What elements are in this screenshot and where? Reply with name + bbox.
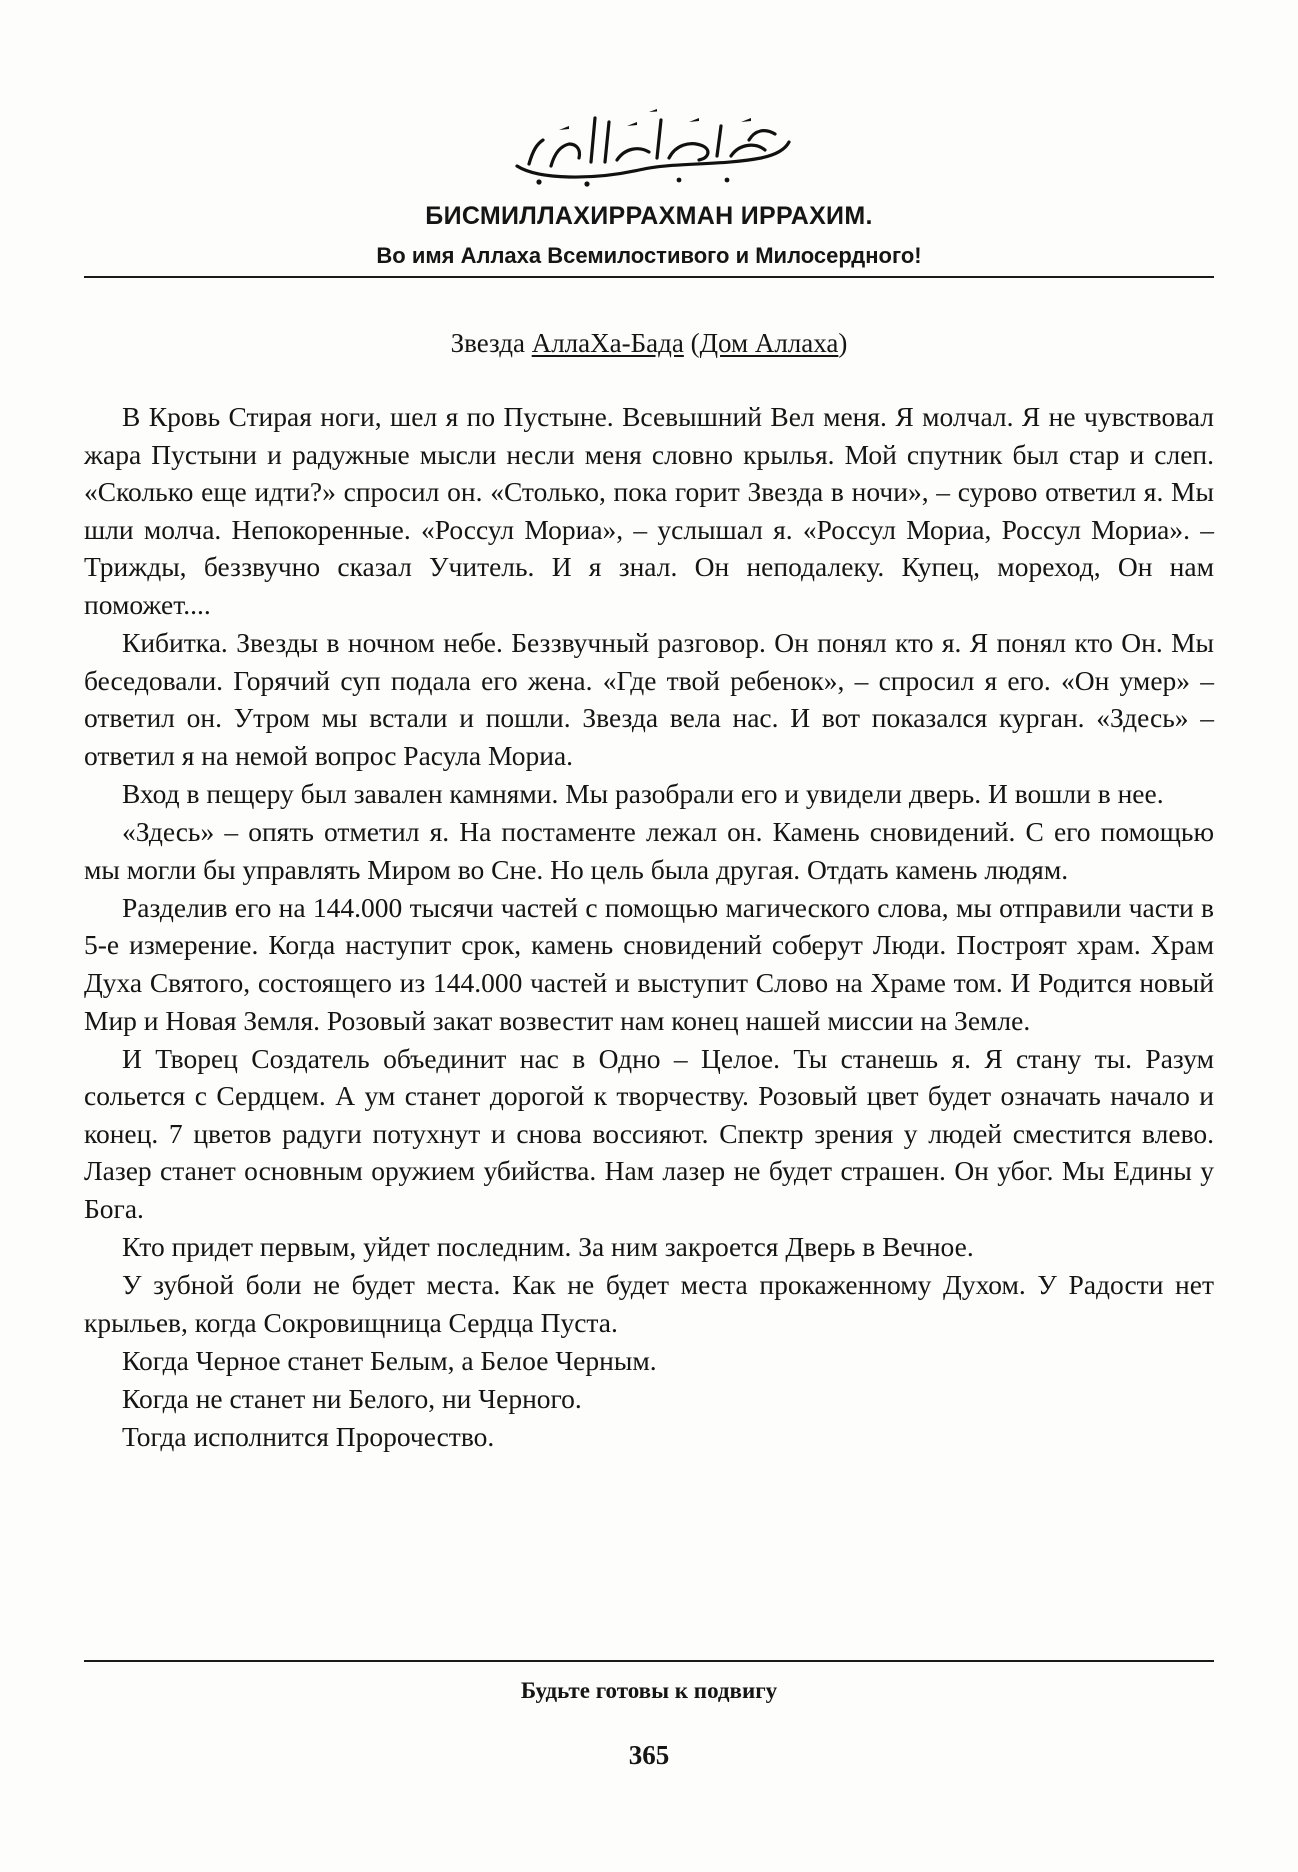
paragraph: Когда не станет ни Белого, ни Черного. bbox=[122, 1382, 582, 1414]
footer-rule bbox=[84, 1660, 1214, 1662]
header-rule bbox=[84, 276, 1214, 278]
running-footer-title: Будьте готовы к подвигу bbox=[520, 1678, 778, 1703]
paragraph: Тогда исполнится Пророчество. bbox=[122, 1421, 495, 1453]
page-header bbox=[84, 100, 1214, 270]
page-number: 365 bbox=[628, 1740, 670, 1770]
paragraph: Кто придет первым, уйдет последним. За ним закроется Дверь в Вечное. bbox=[122, 1231, 974, 1263]
header-title: БИСМИЛЛАХИРРАХМАН ИРРАХИМ. bbox=[425, 202, 873, 230]
article-title-paren-open: ( bbox=[683, 328, 700, 358]
paragraph: У зубной боли не будет места. Как не будет места прокаженному Духом. У Радости нет крыльев, когда Сокровищница Сердца Пуста. bbox=[84, 1269, 1214, 1338]
article-body bbox=[84, 398, 1214, 1456]
bismillah-calligraphy bbox=[499, 100, 799, 190]
article-title-prefix: Звезда bbox=[450, 328, 532, 358]
paragraph: И Творец Создатель объединит нас в Одно – Целое. Ты станешь я. Я стану ты. Разум сольется с Сердцем. А ум станет дорогой к творчеству. Розовый цвет будет означать начало и конец. 7 цветов радуги потухнут и снова воссияют. Спектр зрения у людей сместится влево. Лазер станет основным оружием убийства. Нам лазер не будет страшен. Он убог. Мы Едины у Бога. bbox=[84, 1042, 1214, 1224]
paragraph: Кибитка. Звезды в ночном небе. Беззвучный разговор. Он понял кто я. Я понял кто Он. Мы беседовали. Горячий суп подала его жена. «Где твой ребенок», – спросил я его. «Он умер» – ответил он. Утром мы встали и пошли. Звезда вела нас. И вот показался курган. «Здесь» – ответил я на немой вопрос Расула Мориа. bbox=[84, 627, 1214, 771]
paragraph: Разделив его на 144.000 тысячи частей с помощью магического слова, мы отправили части в 5-е измерение. Когда наступит срок, камень сновидений соберут Люди. Построят храм. Храм Духа Святого, состоящего из 144.000 частей и выступит Слово на Храме том. И Родится новый Мир и Новая Земля. Розовый закат возвестит нам конец нашей миссии на Земле. bbox=[84, 891, 1214, 1036]
article-title-dom-allaha: Дом Аллаха bbox=[699, 328, 839, 358]
article-title-allah-bada: АллаХа-Бада bbox=[531, 328, 684, 358]
header-subtitle: Во имя Аллаха Всемилостивого и Милосердного! bbox=[376, 243, 922, 268]
paragraph: Когда Черное станет Белым, а Белое Черным. bbox=[122, 1344, 657, 1376]
paragraph: Вход в пещеру был завален камнями. Мы разобрали его и увидели дверь. И вошли в нее. bbox=[122, 777, 1164, 809]
article-title bbox=[84, 326, 1214, 360]
article-title-paren-close: ) bbox=[838, 328, 848, 358]
paragraph: В Кровь Стирая ноги, шел я по Пустыне. Всевышний Вел меня. Я молчал. Я не чувствовал жара Пустыни и радужные мысли несли меня словно крылья. Мой спутник был стар и слеп. «Сколько еще идти?» спросил он. «Столько, пока горит Звезда в ночи», – сурово ответил я. Мы шли молча. Непокоренные. «Россул Мориа», – услышал я. «Россул Мориа, Россул Мориа». – Трижды, беззвучно сказал Учитель. И я знал. Он неподалеку. Купец, мореход, Он нам поможет.... bbox=[84, 401, 1214, 620]
paragraph: «Здесь» – опять отметил я. На постаменте лежал он. Камень сновидений. С его помощью мы могли бы управлять Миром во Сне. Но цель была другая. Отдать камень людям. bbox=[84, 816, 1214, 885]
